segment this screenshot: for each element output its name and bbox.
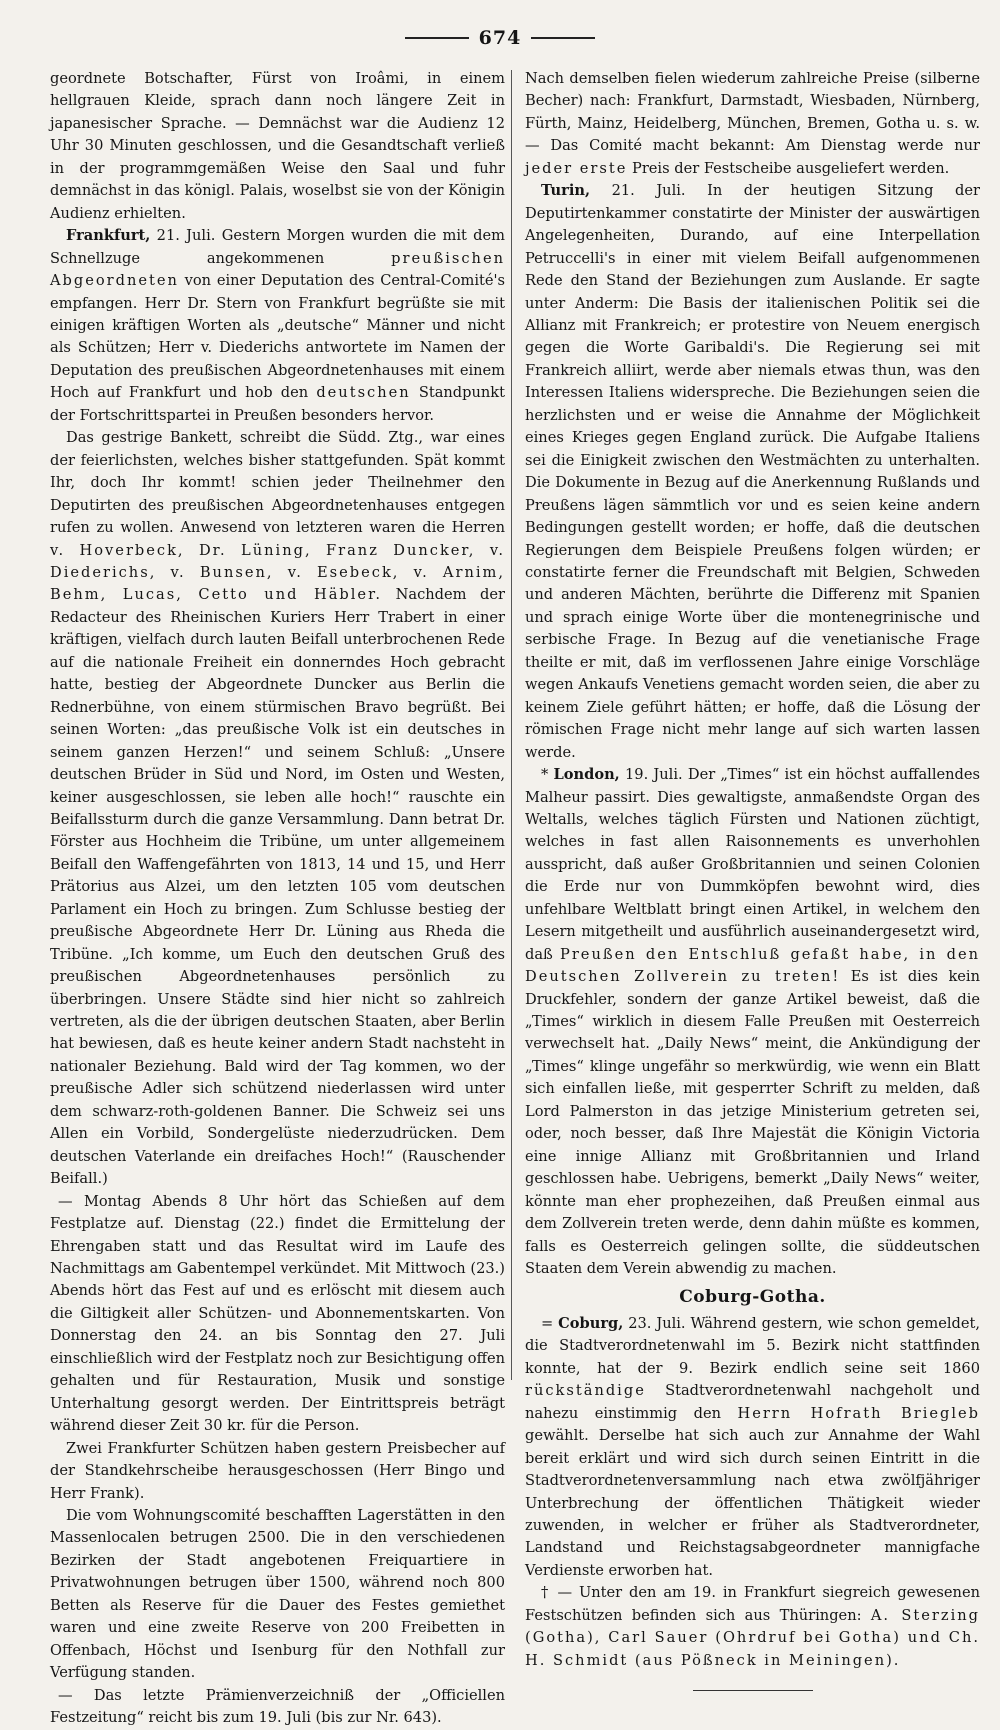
article-paragraph	[525, 764, 980, 1280]
text-run: Nach demselben fielen wiederum zahlreiche Preise (silberne Becher) nach: Frankfurt, Darmstadt, Wiesbaden, Nürnberg, Fürth, Mainz, Heidelberg, München, Bremen, Gotha u. s. w. — Das Comité macht bekannt: Am Dienstag werde nur	[525, 70, 980, 155]
text-run: Stadtverordnetenwahl nachgeholt und nahezu einstimmig den	[525, 1382, 980, 1422]
dateline-place: Frankfurt,	[66, 227, 151, 245]
text-run: gewählt. Derselbe hat sich auch zur Annahme der Wahl bereit erklärt und wird sich durch seinen Eintritt in die Stadtverordnetenversammlung nach etwa zwölfjähriger Unterbrechung der öffentlichen Thätigkeit wieder zuwenden, in welcher er früher als Stadtverordneter, Landstand und Reichstagsabgeordneter mannigfache Verdienste erworben hat.	[525, 1427, 980, 1579]
article-paragraph	[525, 1582, 980, 1672]
end-rule	[693, 1690, 813, 1691]
text-run: Preis der Festscheibe ausgeliefert werden.	[627, 159, 950, 177]
text-run: Während gestern, wie schon gemeldet, die Stadtverordnetenwahl im 5. Bezirk nicht stattfinden konnte, hat der 9. Bezirk endlich seine seit 1860	[525, 1314, 980, 1377]
text-run: In der heutigen Sitzung der Deputirtenkammer constatirte der Minister der auswärtigen Angelegenheiten, Durando, auf eine Interpellation Petruccelli's in einer mit vielem Beifall aufgenommenen Rede den Stand der Beziehungen zum Auslande. Er sagte unter Anderm: Die Basis der italienischen Politik sei die Allianz mit Frankreich; er protestire von Neuem energisch gegen die Worte Garibaldi's. Die Regierung sei mit Frankreich alliirt, werde aber niemals etwas thun, was den Interessen Italiens widerspreche. Die Beziehungen seien die herzlichsten und er weise die Annahme der Möglichkeit eines Krieges gegen England zurück. Die Aufgabe Italiens sei die Einigkeit zwischen den Westmächten zu unterhalten. Die Dokumente in Bezug auf die Anerkennung Rußlands und Preußens lägen sämmtlich vor und es seien keine andern Bedingungen gestellt worden; er hoffe, daß die deutschen Regierungen dem Beispiele Preußens folgen würden; er constatirte ferner die Freundschaft mit Belgien, Schweden und anderen Mächten, berührte die Differenz mit Spanien und sprach einige Worte über die montenegrinische und serbische Frage. In Bezug auf die venetianische Frage theilte er mit, daß im verflossenen Jahre einige Vorschläge wegen Ankaufs Venetiens gemacht worden seien, die aber zu keinem Ziele geführt hätten; er hoffe, daß die Lösung der römischen Frage nicht mehr lange auf sich warten lassen werde.	[525, 182, 980, 761]
article-paragraph	[525, 1313, 980, 1582]
column-divider	[511, 70, 512, 1380]
text-run: Der „Times“ ist ein höchst auffallendes Malheur passirt. Dies gewaltigste, anmaßendste Organ des Weltalls, welches täglich Fürsten und Nationen züchtigt, welches in fast allen Raisonnements es unverhohlen ausspricht, daß außer Großbritannien und seinen Colonien die Erde nur von Dummköpfen bewohnt wird, dies unfehlbare Weltblatt bringt einen Artikel, in welchem den Lesern mitgetheilt und ausführlich auseinandergesetzt wird, daß	[525, 766, 981, 963]
article-paragraph: — Montag Abends 8 Uhr hört das Schießen auf dem Festplatze auf. Dienstag (22.) findet die Ermittelung der Ehrengaben statt und das Resultat wird im Laufe des Nachmittags am Gabentempel verkündet. Mit Mittwoch (23.) Abends hört das Fest auf und es erlöscht mit diesem auch die Giltigkeit aller Schützen- und Abonnementskarten. Von Donnerstag den 24. an bis Sonntag den 27. Juli einschließlich wird der Festplatz noch zur Besichtigung offen gehalten und für Restauration, Musik und sonstige Unterhaltung gesorgt werden. Der Eintrittspreis beträgt während dieser Zeit 30 kr. für die Person.	[50, 1192, 505, 1435]
item-marker: *	[541, 766, 554, 784]
right-column	[525, 68, 980, 1691]
text-run: Standpunkt der Fortschrittspartei in Preußen besonders hervor.	[50, 384, 505, 424]
article-paragraph: — Das letzte Prämienverzeichniß der „Officiellen Festzeitung“ reicht bis zum 19. Juli (bis zur Nr. 643).	[50, 1686, 505, 1727]
article-paragraph	[525, 180, 980, 764]
article-paragraph	[50, 427, 505, 1190]
text-run: Gestern Morgen wurden die mit dem Schnellzuge angekommenen	[50, 227, 505, 267]
dateline-place: Coburg,	[558, 1314, 624, 1332]
page-number: 674	[478, 27, 522, 49]
item-marker: =	[541, 1314, 559, 1332]
article-paragraph: Zwei Frankfurter Schützen haben gestern Preisbecher auf der Standkehrscheibe herausgeschossen (Herr Bingo und Herr Frank).	[50, 1439, 505, 1502]
header-rule-right	[531, 37, 595, 39]
left-column	[50, 68, 505, 1730]
page-header	[50, 18, 950, 58]
article-paragraph: geordnete Botschafter, Fürst von Iroâmi, in einem hellgrauen Kleide, sprach dann noch längere Zeit in japanesischer Sprache. — Demnächst war die Audienz 12 Uhr 30 Minuten geschlossen, und die Gesandtschaft verließ in der programmgemäßen Weise den Saal und fuhr demnächst in das königl. Palais, woselbst sie von der Königin Audienz erhielten.	[50, 70, 505, 222]
article-paragraph	[525, 68, 980, 180]
spaced-text: jeder erste	[525, 159, 628, 177]
dateline-date: 21. Juli.	[150, 227, 216, 245]
spaced-text: Preußen den Entschluß gefaßt habe, in den Deutschen Zollverein zu treten!	[525, 945, 980, 986]
header-rule-left	[405, 37, 469, 39]
dateline-date: 19. Juli.	[619, 766, 683, 784]
spaced-text: Herrn Hofrath Briegleb	[737, 1404, 980, 1422]
spaced-text: rückständige	[525, 1382, 646, 1400]
dateline-date: 23. Juli.	[623, 1314, 686, 1332]
article-paragraph: Die vom Wohnungscomité beschafften Lagerstätten in den Massenlocalen betrugen 2500. Die in den verschiedenen Bezirken der Stadt angebotenen Freiquartiere in Privatwohnungen betrugen über 1500, während noch 800 Betten als Reserve für die Dauer des Festes gemiethet waren und eine zweite Reserve von 200 Freibetten in Offenbach, Höchst und Isenburg für den Nothfall zur Verfügung standen.	[50, 1507, 505, 1682]
dateline-place: London,	[553, 766, 620, 784]
dateline-date: 21. Juli.	[590, 182, 686, 200]
text-run: † — Unter den am 19. in Frankfurt siegreich gewesenen Festschützen befinden sich aus Thüringen:	[525, 1584, 980, 1624]
text-run: von einer Deputation des Central-Comité's empfangen. Herr Dr. Stern von Frankfurt begrüßte sie mit einigen kräftigen Worten als „deutsche“ Männer und nicht als Schützen; Herr v. Diederichs antwortete im Namen der Deputation des preußischen Abgeordnetenhauses mit einem Hoch auf Frankfurt und hob den	[50, 272, 505, 402]
text-run: Es ist dies kein Druckfehler, sondern der ganze Artikel beweist, daß die „Times“ wirklich in diesem Falle Preußen mit Oesterreich verwechselt hat. „Daily News“ meint, die Ankündigung der „Times“ klinge ungefähr so merkwürdig, wie wenn ein Blatt sich einfallen ließe, mit gesperrter Schrift zu melden, daß Lord Palmerston in das jetzige Ministerium getreten sei, oder, noch besser, daß Ihre Majestät die Königin Victoria eine innige Allianz mit Großbritannien und Irland geschlossen habe. Uebrigens, bemerkt „Daily News“ weiter, könnte man eher prophezeihen, daß Preußen einmal aus dem Zollverein treten werde, denn dahin müßte es kommen, falls es Oesterreich gelingen sollte, die süddeutschen Staaten dem Verein abwendig zu machen.	[525, 968, 980, 1278]
section-heading: Coburg-Gotha.	[679, 1287, 826, 1308]
text-run: Nachdem der Redacteur des Rheinischen Kuriers Herr Trabert in einer kräftigen, vielfach durch lauten Beifall unterbrochenen Rede auf die nationale Freiheit ein donnerndes Hoch gebracht hatte, bestieg der Abgeordnete Duncker aus Berlin die Rednerbühne, von einem stürmischen Bravo begrüßt. Bei seinen Worten: „das preußische Volk ist ein deutsches in seinem ganzen Herzen!“ und seinem Schluß: „Unsere deutschen Brüder in Süd und Nord, im Osten und Westen, keiner ausgeschlossen, sie leben alle hoch!“ rauschte ein Beifallssturm durch die ganze Versammlung. Dann betrat Dr. Förster aus Hochheim die Tribüne, um unter allgemeinem Beifall den Waffengefährten von 1813, 14 und 15, und Herr Prätorius aus Alzei, um den letzten 105 vom deutschen Parlament ein Hoch zu bringen. Zum Schlusse bestieg der preußische Abgeordnete Herr Dr. Lüning aus Rheda die Tribüne. „Ich komme, um Euch den deutschen Gruß des preußischen Abgeordnetenhauses persönlich zu überbringen. Unsere Städte sind hier nicht so zahlreich vertreten, als die der übrigen deutschen Staaten, aber Berlin hat bewiesen, daß es heute keiner andern Stadt nachsteht in nationaler Beziehung. Bald wird der Tag kommen, wo der preußische Adler sich schützend niederlassen wird unter dem schwarz-roth-goldenen Banner. Die Schweiz sei uns Allen ein Vorbild, Sondergelüste niederzudrücken. Dem deutschen Vaterlande ein dreifaches Hoch!“ (Rauschender Beifall.)	[50, 586, 505, 1188]
spaced-text: deutschen	[316, 384, 411, 402]
spaced-text: preußischen Abgeordneten	[50, 249, 505, 290]
dateline-place: Turin,	[541, 182, 591, 200]
spaced-text: A. Sterzing (Gotha), Carl Sauer (Ohrdruf bei Gotha) und Ch. H. Schmidt (aus Pößneck in Meiningen).	[525, 1606, 980, 1669]
article-paragraph	[50, 225, 505, 427]
spaced-text: v. Hoverbeck, Dr. Lüning, Franz Duncker, v. Diederichs, v. Bunsen, v. Esebeck, v. Arnim, Behm, Lucas, Cetto und Häbler.	[50, 541, 505, 604]
text-run: Das gestrige Bankett, schreibt die Südd. Ztg., war eines der feierlichsten, welches bisher stattgefunden. Spät kommt Ihr, doch Ihr kommt! schien jeder Theilnehmer den Deputirten des preußischen Abgeordnetenhauses entgegen rufen zu wollen. Anwesend von letzteren waren die Herren	[50, 429, 505, 537]
